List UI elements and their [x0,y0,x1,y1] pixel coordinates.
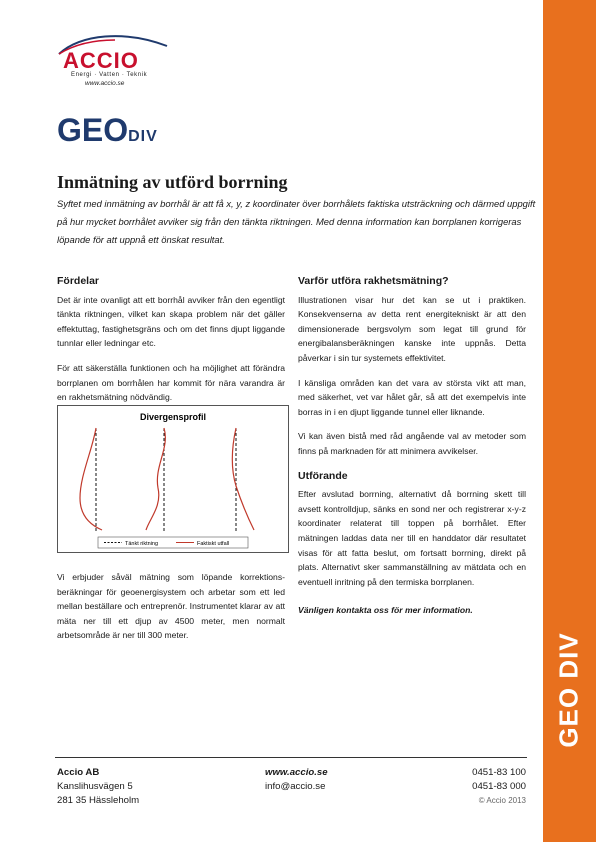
paragraph: Vi kan även bistå med råd angående val av metoder som finns på marknaden för att minimera avvikelser. [298,431,526,456]
company-name: Accio AB [57,767,100,778]
paragraph: Efter avslutad borrning, alternativt då borrning skett till avsett kontrolldjup, sänks en sond ner och registrerar x-y-z koordinater relaterat till toppen på borrhålet. Efter mätningen laddas data ner till en handdator där resultatet visas för att fatta beslut, om fortsatt borrning, direkt på plats. Alternativt sker sammanställning av mätdata och en eventuell inritning på den termiska borrplanen. [298,489,526,587]
left-column-bottom [57,570,285,653]
paragraph: I känsliga områden kan det vara av största vikt att man, med säkerhet, vet var hålet går, så att det exempelvis inte borras in i en djupt liggande tunnel eller liknande. [298,377,526,417]
paragraph: Det är inte ovanligt att ett borrhål avviker från den egentligt tänkta riktningen, vilket kan skapa problem när det gäller effektuttag, fastighetsgräns och om det finns djupt liggande tunnlar eller ledningar etc. [57,294,285,349]
city-address: 281 35 Hässleholm [57,795,140,806]
copyright: © Accio 2013 [478,796,526,805]
page-title: Inmätning av utförd borrning [57,172,288,192]
divergence-figure [57,405,289,553]
email-link[interactable]: info@accio.se [265,781,326,792]
legend-planned-label: Tänkt riktning [125,541,159,547]
street-address: Kanslihusvägen 5 [57,781,133,792]
logo-tagline: Energi · Vatten · Teknik [71,72,148,78]
paragraph: Illustrationen visar hur det kan se ut i praktiken. Konsekvenserna av detta rent energitekniskt är att den dimensionerade bergsvolym som legat till grund för energibalansberäkningen kanske inte uppnås. Detta påverkar i sin tur systemets effektivitet. [298,294,526,363]
phone-2: 0451-83 000 [472,781,526,792]
actual-curve-2 [146,428,165,530]
footer-phones [440,766,526,808]
heading-varfor: Varför utföra rakhetsmätning? [298,275,449,287]
actual-curve-1 [80,428,102,530]
right-column [298,274,526,628]
figure-title: Divergensprofil [139,412,207,422]
left-column-top [57,274,285,415]
contact-note: Vänligen kontakta oss för mer information. [298,605,473,616]
side-band-label: GEO DIV [553,632,584,748]
division-heading [57,112,158,149]
paragraph: Vi erbjuder såväl mätning som löpande korrektions-beräkningar för geoenergisystem och arbetar som ett led mellan beställare och entreprenör. Instrumentet klarar av att mäta ner till ett djup av 4500 meter, men normalt arbetsområde är ner till 300 meter. [57,572,285,641]
phone-1: 0451-83 100 [472,767,526,778]
legend-actual-label: Faktiskt utfall [197,541,230,547]
paragraph: För att säkerställa funktionen och ha möjlighet att förändra borrplanen om borrhålen har kommit för nära varandra är en rakhetsmätning nödvändig. [57,362,285,403]
intro-paragraph: Syftet med inmätning av borrhål är att få x, y, z koordinater över borrhålets faktiska utsträckning och därmed uppgift på hur mycket borrhålet avviker sig från den tänkta riktningen. Med denna information kan borrplanen korrigeras löpande för att uppnå ett önskat resultat. [57,198,536,245]
footer-contact [265,766,328,794]
website-link[interactable]: www.accio.se [265,767,328,778]
company-logo [55,30,175,100]
footer-divider [55,757,527,758]
logo-wordmark: ACCIO [63,48,139,73]
divergence-svg [58,406,288,552]
heading-fordelar: Fördelar [57,275,100,287]
division-main: GEO [57,112,129,148]
actual-curve-3 [232,428,254,530]
heading-utforande: Utförande [298,469,348,482]
footer-address [57,766,139,808]
division-sub: DIV [128,128,158,145]
logo-url: www.accio.se [85,80,125,87]
